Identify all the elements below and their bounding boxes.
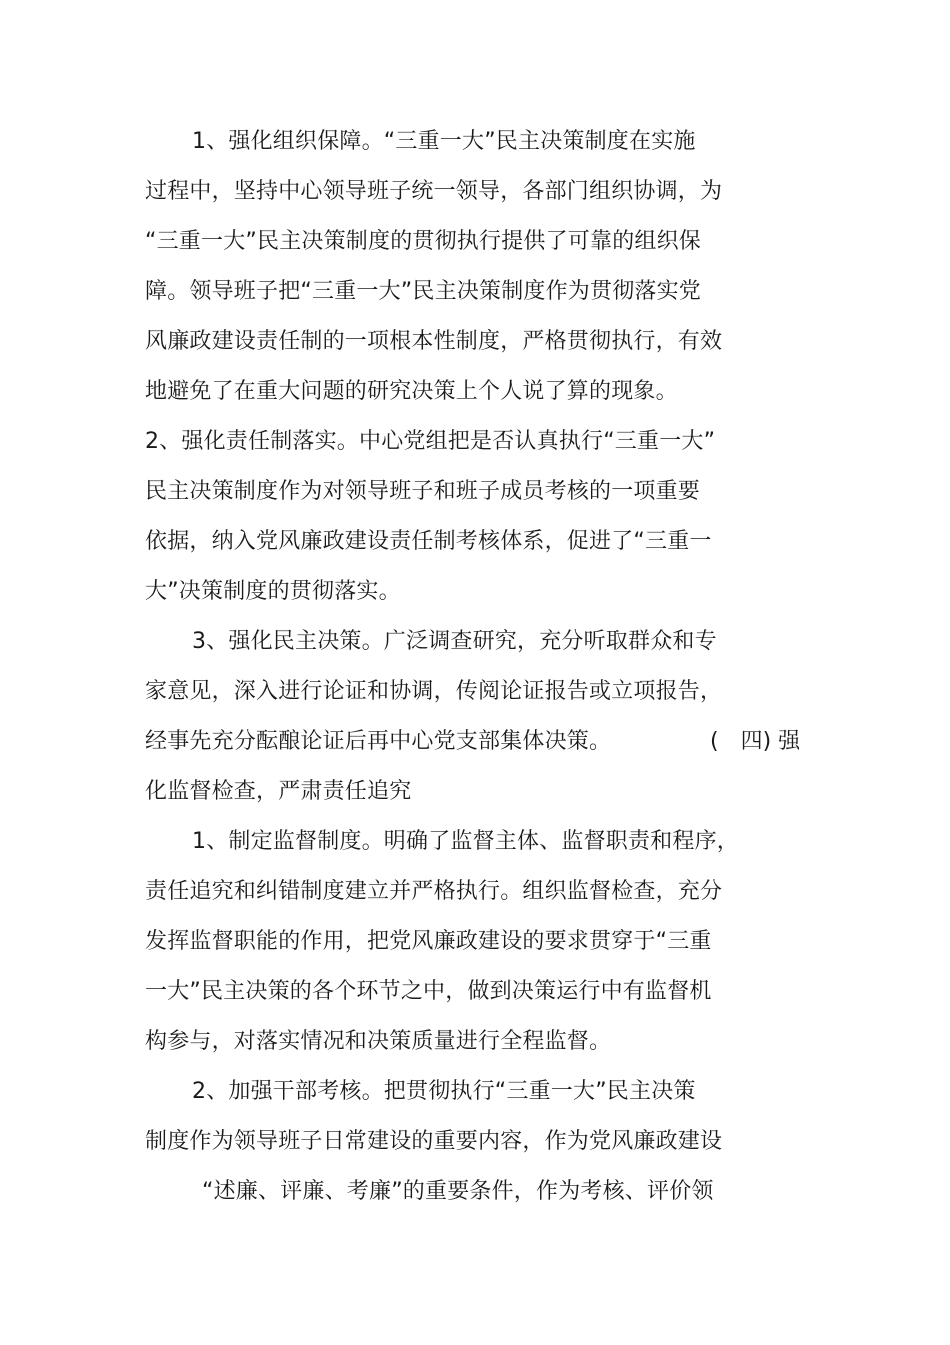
paragraph-line: 民主决策制度作为对领导班子和班子成员考核的一项重要 (145, 479, 701, 504)
paragraph-line: “三重一大”民主决策制度的贯彻执行提供了可靠的组织保 (145, 229, 701, 254)
paragraph-line: 大”决策制度的贯彻落实。 (145, 579, 401, 604)
paragraph-line: 过程中，坚持中心领导班子统一领导，各部门组织协调，为 (145, 179, 723, 204)
paragraph-line: 风廉政建设责任制的一项根本性制度，严格贯彻执行，有效 (145, 329, 723, 354)
paragraph-line: 责任追究和纠错制度建立并严格执行。组织监督检查，充分 (145, 879, 723, 904)
paragraph-line: “述廉、评廉、考廉”的重要条件，作为考核、评价领 (202, 1179, 714, 1204)
paragraph-line: 一大”民主决策的各个环节之中，做到决策运行中有监督机 (145, 979, 712, 1004)
paragraph-line: 经事先充分酝酿论证后再中心党支部集体决策。 (145, 729, 612, 754)
section-heading-start: ( 四) 强 (710, 729, 801, 754)
paragraph-line: 1、强化组织保障。“三重一大”民主决策制度在实施 (192, 129, 696, 154)
paragraph-line: 3、强化民主决策。广泛调查研究，充分听取群众和专 (192, 629, 717, 654)
paragraph-line: 地避免了在重大问题的研究决策上个人说了算的现象。 (145, 379, 678, 404)
paragraph-line: 2、强化责任制落实。中心党组把是否认真执行“三重一大” (145, 429, 716, 454)
paragraph-line: 构参与，对落实情况和决策质量进行全程监督。 (145, 1029, 612, 1054)
paragraph-line: 1、制定监督制度。明确了监督主体、监督职责和程序， (192, 829, 739, 854)
paragraph-line: 依据，纳入党风廉政建设责任制考核体系，促进了“三重一 (145, 529, 712, 554)
paragraph-line: 家意见，深入进行论证和协调，传阅论证报告或立项报告， (145, 679, 723, 704)
paragraph-line: 发挥监督职能的作用，把党风廉政建设的要求贯穿于“三重 (145, 929, 712, 954)
paragraph-line: 障。领导班子把“三重一大”民主决策制度作为贯彻落实党 (145, 279, 701, 304)
paragraph-line: 2、加强干部考核。把贯彻执行“三重一大”民主决策 (192, 1079, 696, 1104)
section-heading-end: 化监督检查，严肃责任追究 (145, 779, 412, 804)
paragraph-line: 制度作为领导班子日常建设的重要内容，作为党风廉政建设 (145, 1129, 723, 1154)
